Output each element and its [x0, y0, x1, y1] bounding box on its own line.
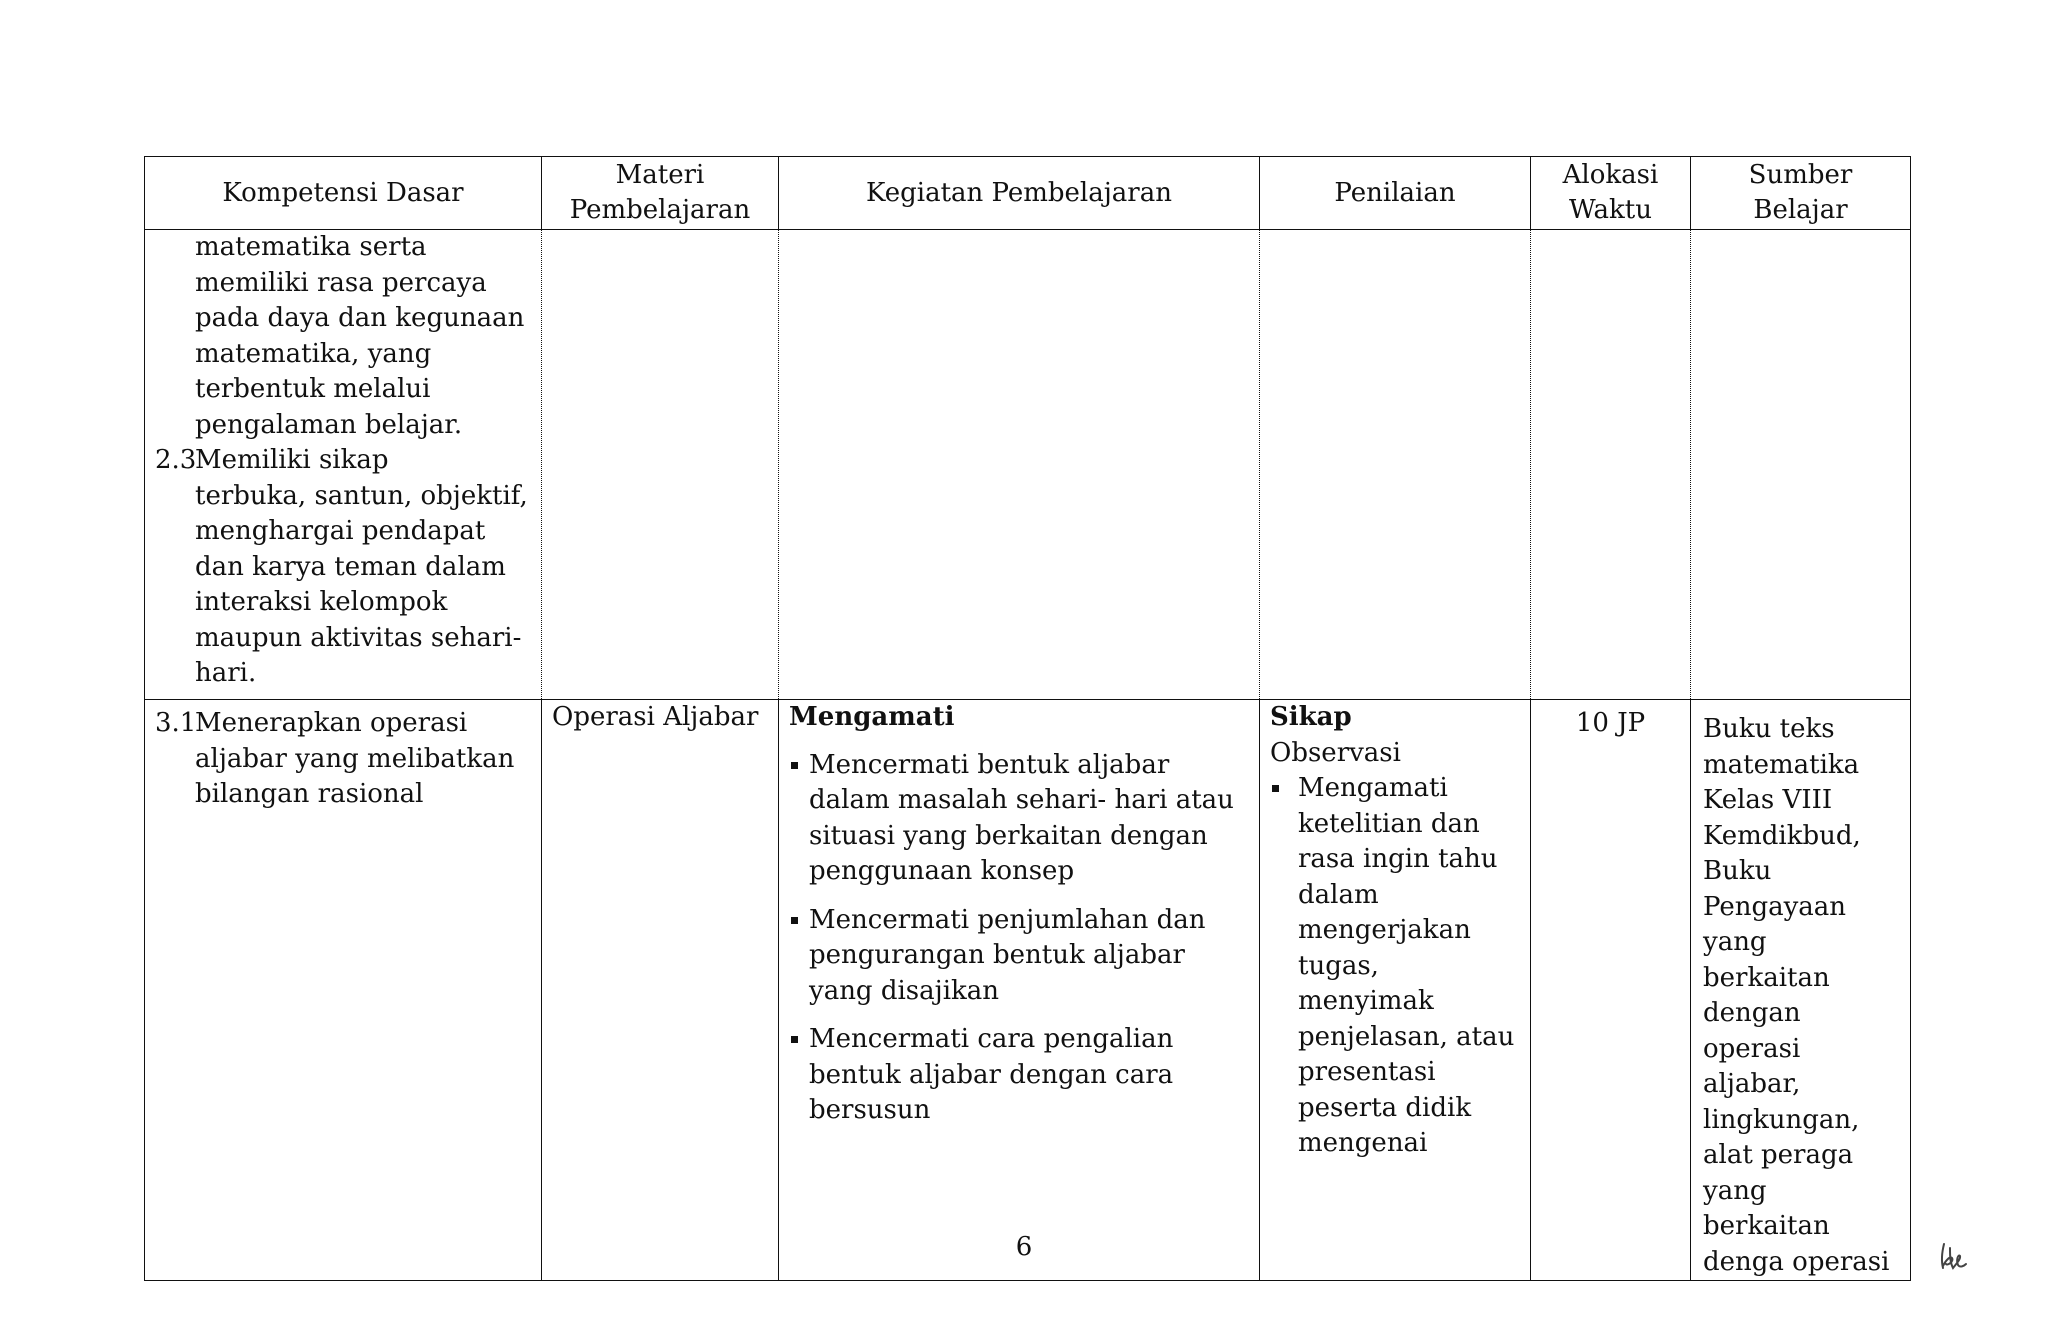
- table-row: [145, 700, 1911, 1281]
- alokasi-empty-cell: [1531, 230, 1691, 700]
- materi-text: Operasi Aljabar: [552, 702, 759, 732]
- list-item: Mencermati bentuk aljabar dalam masalah sehari- hari atau situasi yang berkaitan dengan penggunaan konsep: [789, 748, 1249, 890]
- penilaian-empty-cell: [1260, 230, 1531, 700]
- text-line: pengalaman belajar.: [195, 409, 463, 440]
- text-line: terbentuk melalui: [195, 374, 431, 404]
- header-materi: Materi Pembelajaran: [542, 157, 779, 230]
- syllabus-table: [144, 156, 1911, 1281]
- list-item: Mencermati penjumlahan dan pengurangan bentuk aljabar yang disajikan: [789, 903, 1249, 1010]
- list-item: Mencermati cara pengalian bentuk aljabar dengan cara bersusun: [789, 1022, 1249, 1129]
- alokasi-text: 10 JP: [1575, 708, 1646, 738]
- materi-cell: [542, 700, 779, 1281]
- text-line: bilangan rasional: [195, 779, 424, 809]
- penilaian-heading: Sikap: [1270, 702, 1352, 732]
- materi-empty-cell: [542, 230, 779, 700]
- header-sumber: Sumber Belajar: [1691, 157, 1911, 230]
- text-line: terbuka, santun, objektif,: [195, 480, 528, 511]
- kd-3-1-cell: [145, 700, 542, 1281]
- sumber-cell: [1691, 700, 1911, 1281]
- kegiatan-cell: [779, 700, 1260, 1281]
- penilaian-cell: [1260, 700, 1531, 1281]
- text-line: memiliki rasa percaya: [195, 267, 487, 298]
- kd-number: 3.1: [155, 708, 197, 738]
- table-header-row: [145, 157, 1911, 230]
- alokasi-cell: [1531, 700, 1691, 1281]
- kegiatan-empty-cell: [779, 230, 1260, 700]
- page-number: 6: [1015, 1232, 1033, 1262]
- list-item: Mengamati ketelitian dan rasa ingin tahu dalam mengerjakan tugas, menyimak penjelasan, atau presentasi peserta didik mengenai: [1270, 771, 1520, 1162]
- header-penilaian: Penilaian: [1260, 157, 1531, 230]
- kegiatan-heading: Mengamati: [789, 702, 955, 732]
- penilaian-subheading: Observasi: [1270, 737, 1401, 768]
- kd-number: 2.3: [155, 445, 197, 475]
- sumber-text: Buku teks matematika Kelas VIII Kemdikbud, Buku Pengayaan yang berkaitan dengan operasi aljabar, lingkungan, alat peraga yang berkaitan denga operasi: [1703, 714, 1890, 1277]
- sumber-empty-cell: [1691, 230, 1911, 700]
- kegiatan-list: [789, 748, 1249, 1129]
- text-line: menghargai pendapat: [195, 516, 486, 546]
- text-line: hari.: [195, 658, 257, 688]
- text-line: matematika serta: [195, 232, 427, 262]
- kd-2-3: [155, 443, 531, 692]
- header-kegiatan: Kegiatan Pembelajaran: [779, 157, 1260, 230]
- text-line: pada daya dan kegunaan: [195, 303, 525, 333]
- text-line: interaksi kelompok: [195, 587, 448, 617]
- text-line: dan karya teman dalam: [195, 551, 506, 582]
- penilaian-list: [1270, 771, 1520, 1162]
- kd-continuation-text: [155, 230, 531, 443]
- text-line: aljabar yang melibatkan: [195, 743, 515, 774]
- handwritten-mark-icon: [1936, 1238, 1972, 1272]
- text-line: Menerapkan operasi: [195, 708, 468, 738]
- table-row: [145, 230, 1911, 700]
- text-line: matematika, yang: [195, 338, 432, 369]
- text-line: Memiliki sikap: [195, 445, 389, 475]
- text-line: maupun aktivitas sehari-: [195, 622, 522, 653]
- header-alokasi: Alokasi Waktu: [1531, 157, 1691, 230]
- header-kompetensi-dasar: Kompetensi Dasar: [145, 157, 542, 230]
- kd-continuation-cell: [145, 230, 542, 700]
